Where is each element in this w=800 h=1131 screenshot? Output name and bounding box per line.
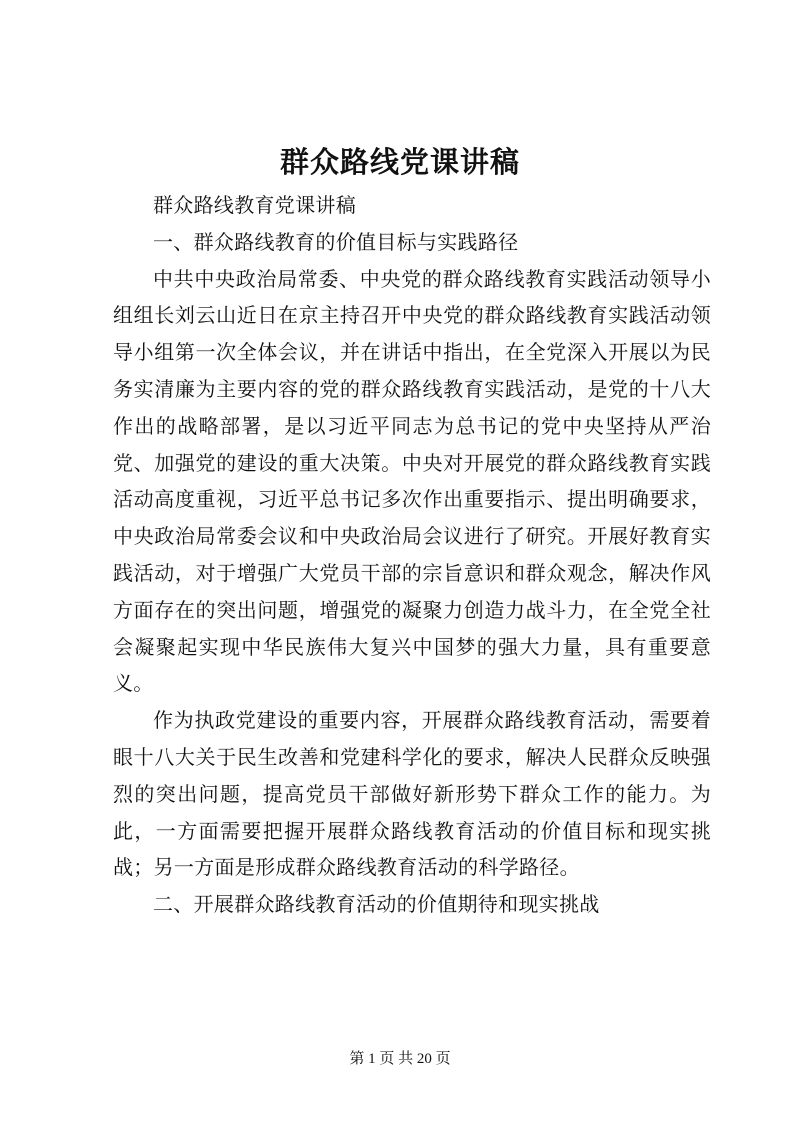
document-title: 群众路线党课讲稿 xyxy=(279,145,520,179)
paragraph-body-2: 作为执政党建设的重要内容，开展群众路线教育活动，需要着眼十八大关于民生改善和党建科学化的要求，解决人民群众反映强烈的突出问题，提高党员干部做好新形势下群众工作的能力。为此，一方面需要把握开展群众路线教育活动的价值目标和现实挑战；另一方面是形成群众路线教育活动的科学路径。 xyxy=(113,708,711,880)
paragraph-section-heading-1: 一、群众路线教育的价值目标与实践路径 xyxy=(153,229,519,254)
document-body xyxy=(113,187,711,923)
paragraph-body-1: 中共中央政治局常委、中央党的群众路线教育实践活动领导小组组长刘云山近日在京主持召开中央党的群众路线教育实践活动领导小组第一次全体会议，并在讲话中指出，在全党深入开展以为民务实清廉为主要内容的党的群众路线教育实践活动，是党的十八大作出的战略部署，是以习近平同志为总书记的党中央坚持从严治党、加强党的建设的重大决策。中央对开展党的群众路线教育实践活动高度重视，习近平总书记多次作出重要指示、提出明确要求，中央政治局常委会议和中央政治局会议进行了研究。开展好教育实践活动，对于增强广大党员干部的宗旨意识和群众观念，解决作风方面存在的突出问题，增强党的凝聚力创造力战斗力，在全党全社会凝聚起实现中华民族伟大复兴中国梦的强大力量，具有重要意义。 xyxy=(113,266,711,696)
paragraph-section-heading-2: 二、开展群众路线教育活动的价值期待和现实挑战 xyxy=(153,892,600,917)
paragraph-subtitle: 群众路线教育党课讲稿 xyxy=(153,193,356,217)
page-number-footer: 第 1 页 共 20 页 xyxy=(349,1051,451,1067)
